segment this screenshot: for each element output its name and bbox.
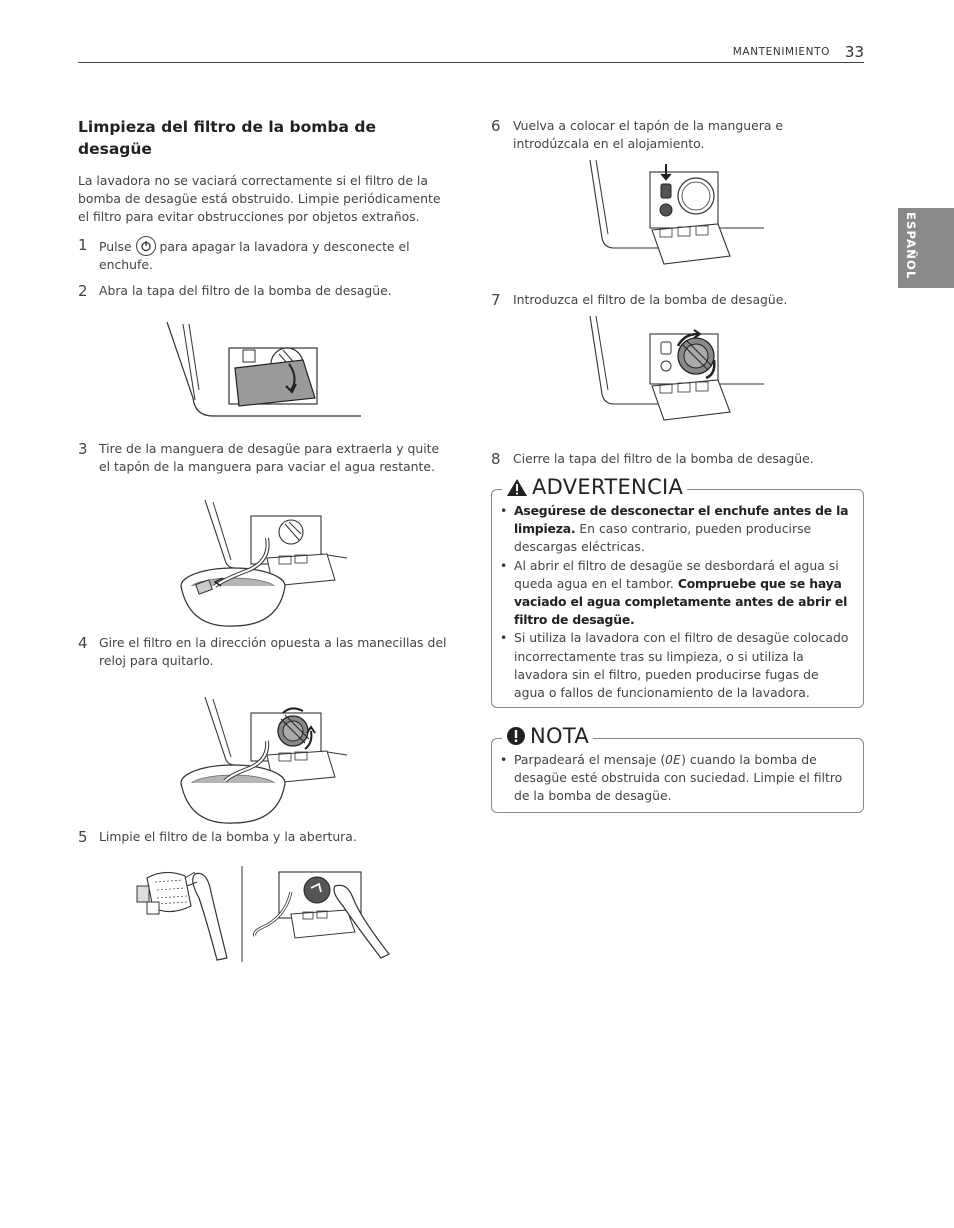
warning-item-1-normal: En caso contrario, pueden producirse descargas eléctricas. [514, 521, 812, 555]
warning-item-3-normal: Si utiliza la lavadora con el filtro de desagüe colocado incorrectamente tras su limpieza, o si utiliza la lavadora sin el filtro, pueden producirse fugas de agua o fallos de funcionamiento de la lavadora. [514, 630, 849, 701]
step-3-text: Tire de la manguera de desagüe para extraerla y quite el tapón de la manguera para vaciar el agua restante. [99, 441, 440, 474]
illustration-insert-filter [588, 314, 773, 426]
warning-item-2 [492, 557, 852, 630]
step-2-number: 2 [78, 282, 88, 300]
warning-item-1-bold: Asegúrese de desconectar el enchufe antes de la limpieza. [514, 503, 849, 537]
warning-item-2-normal: Al abrir el filtro de desagüe se desbordará el agua si queda agua en el tambor. [514, 557, 839, 591]
step-8-text: Cierre la tapa del filtro de la bomba de desagüe. [513, 451, 814, 466]
step-6-number: 6 [491, 117, 501, 135]
step-5-number: 5 [78, 828, 88, 846]
power-button-icon [136, 236, 156, 256]
illustration-turn-filter [175, 695, 355, 825]
note-list [492, 751, 852, 806]
section-title: Limpieza del filtro de la bomba de desagüe [78, 118, 376, 158]
warning-list [492, 502, 852, 702]
language-side-tab [898, 208, 954, 288]
warning-title [502, 475, 687, 499]
step-6-text: Vuelva a colocar el tapón de la manguera e introdúzcala en el alojamiento. [513, 118, 784, 151]
note-title [502, 724, 593, 748]
step-4-text: Gire el filtro en la dirección opuesta a las manecillas del reloj para quitarlo. [99, 635, 447, 668]
warning-item-2-bold: Compruebe que se haya vaciado el agua completamente antes de abrir el filtro de desagüe. [514, 575, 848, 628]
exclamation-circle-icon [506, 726, 526, 746]
step-2-text: Abra la tapa del filtro de la bomba de desagüe. [99, 283, 392, 298]
illustration-clean-filter [135, 862, 395, 962]
warning-box [491, 475, 864, 708]
warning-item-3 [492, 629, 852, 702]
warning-triangle-icon [506, 477, 528, 497]
step-5-text: Limpie el filtro de la bomba y la abertura. [99, 829, 357, 844]
step-1-text-b: para apagar la lavadora y desconecte el [159, 239, 410, 254]
step-1-text [99, 236, 449, 274]
illustration-open-filter-cover [165, 320, 365, 418]
note-box [491, 724, 864, 813]
step-7-number: 7 [491, 291, 501, 309]
step-1-text-a: Pulse [99, 239, 132, 254]
header-rule [78, 62, 864, 63]
language-side-tab-label: ESPAÑOL [904, 212, 918, 280]
step-7-text: Introduzca el filtro de la bomba de desagüe. [513, 292, 788, 307]
step-3-number: 3 [78, 440, 88, 458]
note-text-b: ) cuando la bomba de desagüe esté obstruida con suciedad. Limpie el filtro de la bomba de desagüe. [514, 752, 843, 804]
intro-paragraph: La lavadora no se vaciará correctamente si el filtro de la bomba de desagüe está obstruido. Limpie periódicamente el filtro para evitar obstrucciones por objetos extraños. [78, 173, 441, 224]
page-number: 33 [844, 43, 864, 61]
step-1-text-c: enchufe. [99, 257, 153, 272]
step-4-number: 4 [78, 634, 88, 652]
note-title-text: NOTA [530, 724, 590, 748]
note-text-a: Parpadeará el mensaje ( [514, 752, 666, 767]
error-code-display: OE [665, 752, 682, 767]
running-header-section: MANTENIMIENTO [732, 46, 830, 58]
step-1-number: 1 [78, 236, 88, 254]
warning-item-1 [492, 502, 852, 557]
illustration-drain-hose-bowl [175, 498, 355, 628]
step-8-number: 8 [491, 450, 501, 468]
illustration-reinsert-hose [588, 158, 773, 270]
note-item [492, 751, 852, 806]
warning-title-text: ADVERTENCIA [532, 475, 684, 499]
